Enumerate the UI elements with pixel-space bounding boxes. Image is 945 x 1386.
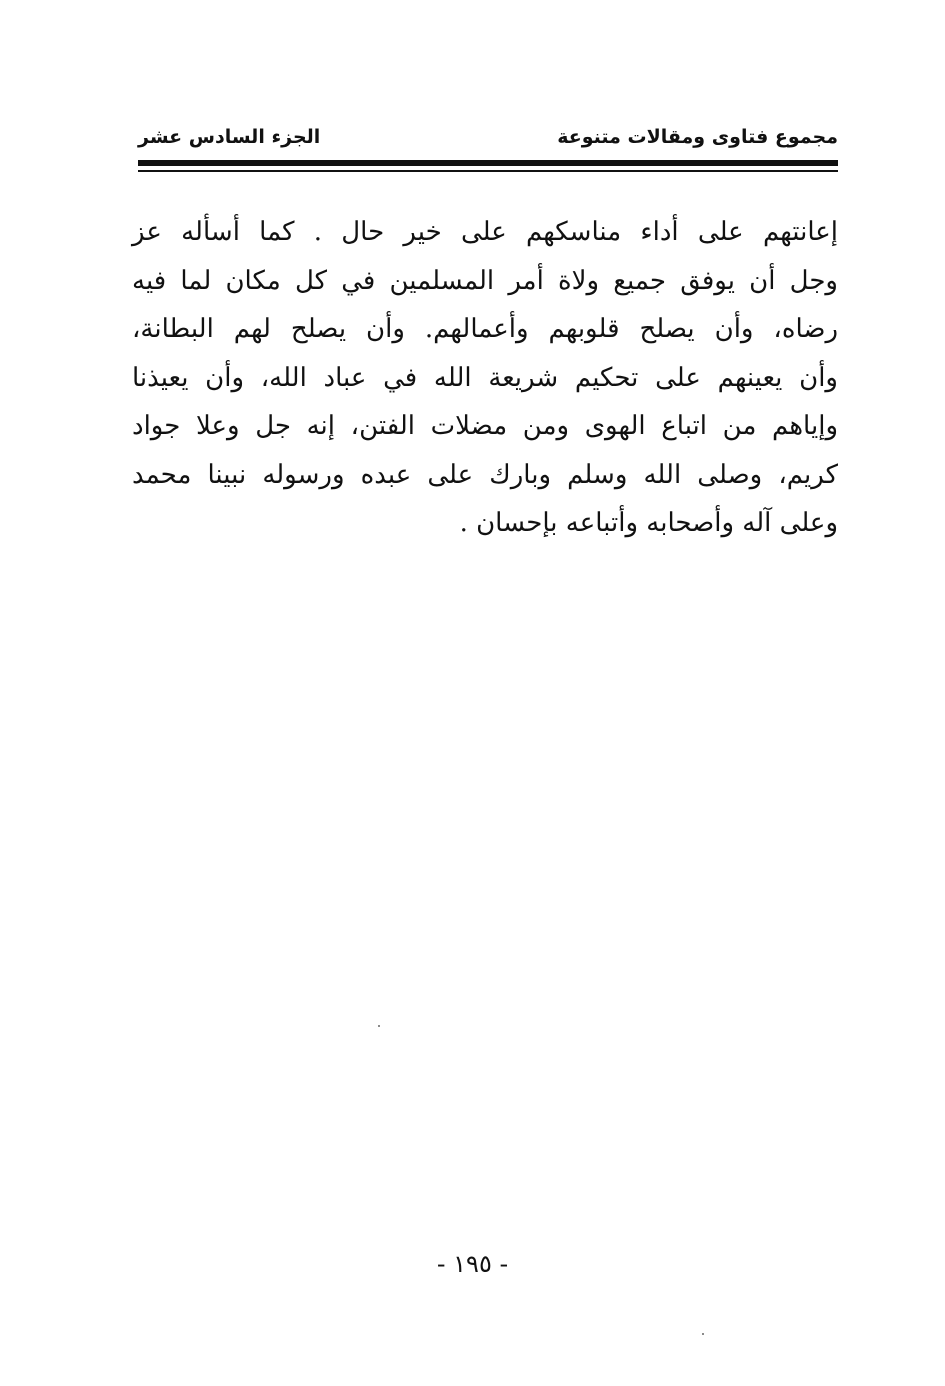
text-line: وأن يعينهم على تحكيم شريعة الله في عباد الله، وأن يعيذنا — [132, 362, 838, 393]
header-rule-thin — [138, 170, 838, 172]
book-title: مجموع فتاوى ومقالات متنوعة — [557, 126, 838, 148]
page-header — [138, 118, 838, 158]
volume-title: الجزء السادس عشر — [138, 126, 321, 148]
scan-speck — [378, 1025, 380, 1027]
text-line: إعانتهم على أداء مناسكهم على خير حال . كما أسأله عز — [132, 217, 838, 247]
text-line: وجل أن يوفق جميع ولاة أمر المسلمين في كل مكان لما فيه — [132, 265, 838, 296]
text-line: رضاه، وأن يصلح قلوبهم وأعمالهم. وأن يصلح لهم البطانة، — [132, 314, 838, 344]
page-number: - ١٩٥ - — [436, 1250, 509, 1278]
scan-speck — [702, 1333, 704, 1335]
text-line: وإياهم من اتباع الهوى ومن مضلات الفتن، إنه جل وعلا جواد — [132, 411, 838, 441]
body-text — [132, 208, 838, 548]
text-line: وعلى آله وأصحابه وأتباعه بإحسان . — [459, 508, 838, 538]
text-line: كريم، وصلى الله وسلم وبارك على عبده ورسوله نبينا محمد — [132, 459, 838, 490]
header-rule-thick — [138, 160, 838, 166]
